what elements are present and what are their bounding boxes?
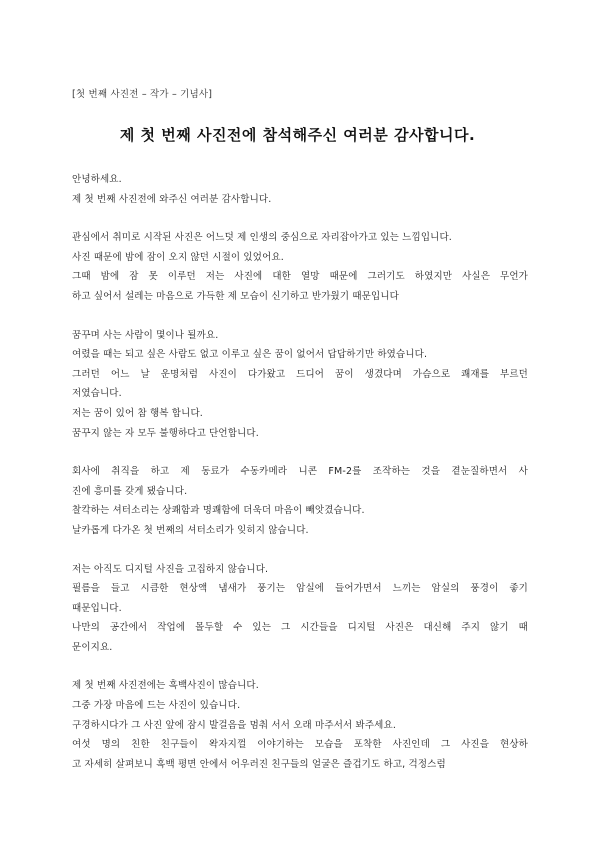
text-line: 안녕하세요. [72, 174, 122, 185]
text-line: 회사에 취직을 하고 제 동료가 수동카메라 니콘 FM-2를 조작하는 것을 곁눈질하면서 사 [72, 466, 528, 478]
text-line: 저는 꿈이 있어 참 행복 합니다. [72, 407, 203, 419]
document-title: 제 첫 번째 사진전에 참석해주신 여러분 감사합니다. [119, 126, 476, 144]
text-line: 여렸을 때는 되고 싶은 사람도 없고 이루고 싶은 꿈이 없어서 답답하기만 하였습니다. [72, 349, 428, 361]
text-line: 그때 밤에 잠 못 이루던 저는 사진에 대한 열망 때문에 그러기도 하였지만 사실은 무언가 [72, 271, 528, 283]
text-line: 그중 가장 마음에 드는 사진이 있습니다. [72, 700, 241, 712]
text-line: 그러던 어느 날 운명처럼 사진이 다가왔고 드디어 꿈이 생겼다며 가슴으로 쾌재를 부르던 [72, 368, 528, 380]
text-line: 관심에서 취미로 시작된 사진은 어느덧 제 인생의 중심으로 자리잡아가고 있는 느낌입니다. [72, 232, 452, 244]
paragraph [72, 676, 528, 774]
paragraph [72, 462, 528, 540]
text-line: 날카롭게 다가온 첫 번째의 셔터소리가 잊히지 않습니다. [72, 524, 309, 536]
text-line: 여섯 명의 친한 친구들이 왁자지껄 이야기하는 모습을 포착한 사진인데 그 사진을 현상하 [72, 739, 528, 751]
text-line: 때문입니다. [72, 602, 122, 614]
text-line: 구경하시다가 그 사진 앞에 잠시 발걸음을 멈춰 서서 오래 마주서서 봐주세요. [72, 719, 397, 731]
text-line: 진에 흥미를 갖게 됐습니다. [72, 485, 188, 497]
paragraph [72, 228, 528, 306]
text-line: 꿈꾸지 않는 자 모두 불행하다고 단언합니다. [72, 427, 259, 439]
document-header: [첫 번째 사진전 – 작가 – 기념사] [72, 89, 213, 100]
text-line: 사진 때문에 밤에 잠이 오지 않던 시절이 있었어요. [72, 251, 284, 263]
document-body [72, 170, 528, 793]
text-line: 필름을 들고 시큼한 현상액 냄새가 풍기는 암실에 들어가면서 느끼는 암실의 풍경이 좋기 [72, 583, 528, 595]
text-line: 하고 싶어서 설레는 마음으로 가득한 제 모습이 신기하고 반가웠기 때문입니다 [72, 290, 399, 302]
paragraph [72, 170, 528, 209]
text-line: 저였습니다. [72, 388, 122, 400]
text-line: 제 첫 번째 사진전에 와주신 여러분 감사합니다. [72, 193, 272, 205]
text-line: 나만의 공간에서 작업에 몰두할 수 있는 그 시간들을 디지털 사진은 대신해 주지 않기 때 [72, 622, 528, 634]
text-line: 꿈꾸며 사는 사람이 몇이나 될까요. [72, 329, 219, 341]
text-line: 문이지요. [72, 641, 113, 653]
text-line: 저는 아직도 디지털 사진을 고집하지 않습니다. [72, 563, 269, 575]
paragraph [72, 560, 528, 658]
text-line: 찰칵하는 셔터소리는 상쾌함과 명쾌함에 더욱더 마음이 빼앗겼습니다. [72, 505, 365, 517]
text-line: 제 첫 번째 사진전에는 흑백사진이 많습니다. [72, 680, 259, 692]
paragraph [72, 326, 528, 444]
text-line: 고 자세히 살펴보니 흑백 평면 안에서 어우러진 친구들의 얼굴은 즐겁기도 하고, 걱정스럼 [72, 758, 446, 770]
